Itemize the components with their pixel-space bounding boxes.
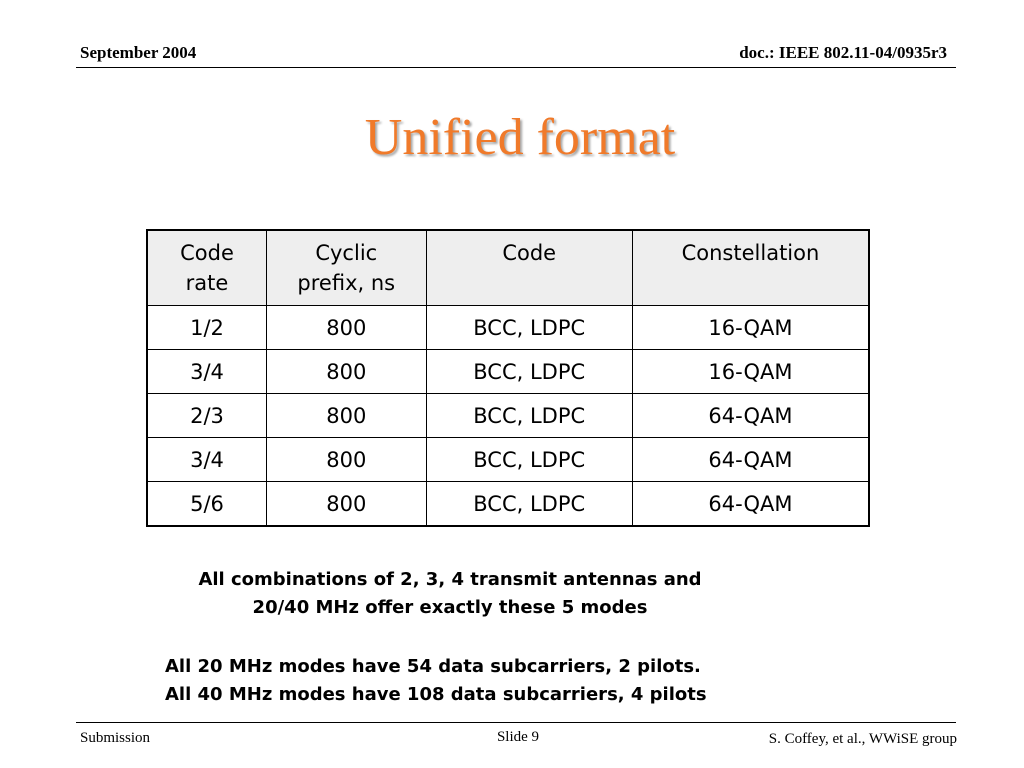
combinations-note	[150, 566, 750, 622]
footer-authors: S. Coffey, et al., WWiSE group	[768, 731, 957, 747]
cell-cyclic-prefix: 800	[267, 306, 427, 350]
column-header-line: Cyclic	[315, 241, 378, 265]
table-row	[147, 438, 869, 482]
cell-cyclic-prefix: 800	[267, 482, 427, 527]
table-header-row	[147, 230, 869, 306]
subcarriers-note	[165, 653, 845, 709]
cell-cyclic-prefix: 800	[267, 394, 427, 438]
note-line: 20/40 MHz offer exactly these 5 modes	[252, 597, 648, 618]
cell-constellation: 64-QAM	[632, 438, 869, 482]
cell-constellation: 16-QAM	[632, 350, 869, 394]
slide-title: Unified format	[364, 109, 676, 166]
table-row	[147, 350, 869, 394]
cell-constellation: 64-QAM	[632, 482, 869, 527]
table-row	[147, 306, 869, 350]
cell-code-rate: 2/3	[147, 394, 267, 438]
cell-code: BCC, LDPC	[426, 350, 632, 394]
note-line: All 40 MHz modes have 108 data subcarriers, 4 pilots	[165, 684, 707, 705]
column-header-line: prefix, ns	[297, 271, 396, 295]
cell-constellation: 16-QAM	[632, 306, 869, 350]
cell-code-rate: 5/6	[147, 482, 267, 527]
cell-code-rate: 3/4	[147, 350, 267, 394]
header-divider	[76, 67, 956, 68]
cell-code: BCC, LDPC	[426, 394, 632, 438]
modes-table	[146, 229, 870, 527]
column-header-cyclic-prefix	[267, 230, 427, 306]
note-line: All 20 MHz modes have 54 data subcarriers, 2 pilots.	[165, 656, 701, 677]
column-header-code-rate	[147, 230, 267, 306]
cell-code-rate: 3/4	[147, 438, 267, 482]
header-date: September 2004	[80, 43, 197, 62]
table-row	[147, 482, 869, 527]
column-header-line: Code	[180, 241, 234, 265]
cell-cyclic-prefix: 800	[267, 350, 427, 394]
footer-divider	[76, 722, 956, 723]
cell-code: BCC, LDPC	[426, 438, 632, 482]
footer-slide-number: Slide 9	[496, 729, 540, 745]
cell-constellation: 64-QAM	[632, 394, 869, 438]
column-header-line: Constellation	[681, 241, 820, 265]
footer-submission: Submission	[80, 730, 151, 746]
table-row	[147, 394, 869, 438]
cell-cyclic-prefix: 800	[267, 438, 427, 482]
column-header-line: Code	[502, 241, 557, 265]
cell-code-rate: 1/2	[147, 306, 267, 350]
cell-code: BCC, LDPC	[426, 306, 632, 350]
column-header-constellation	[632, 230, 869, 306]
column-header-line: rate	[185, 271, 229, 295]
column-header-code	[426, 230, 632, 306]
header-doc-id: doc.: IEEE 802.11-04/0935r3	[739, 43, 947, 62]
cell-code: BCC, LDPC	[426, 482, 632, 527]
note-line: All combinations of 2, 3, 4 transmit antennas and	[198, 569, 702, 590]
